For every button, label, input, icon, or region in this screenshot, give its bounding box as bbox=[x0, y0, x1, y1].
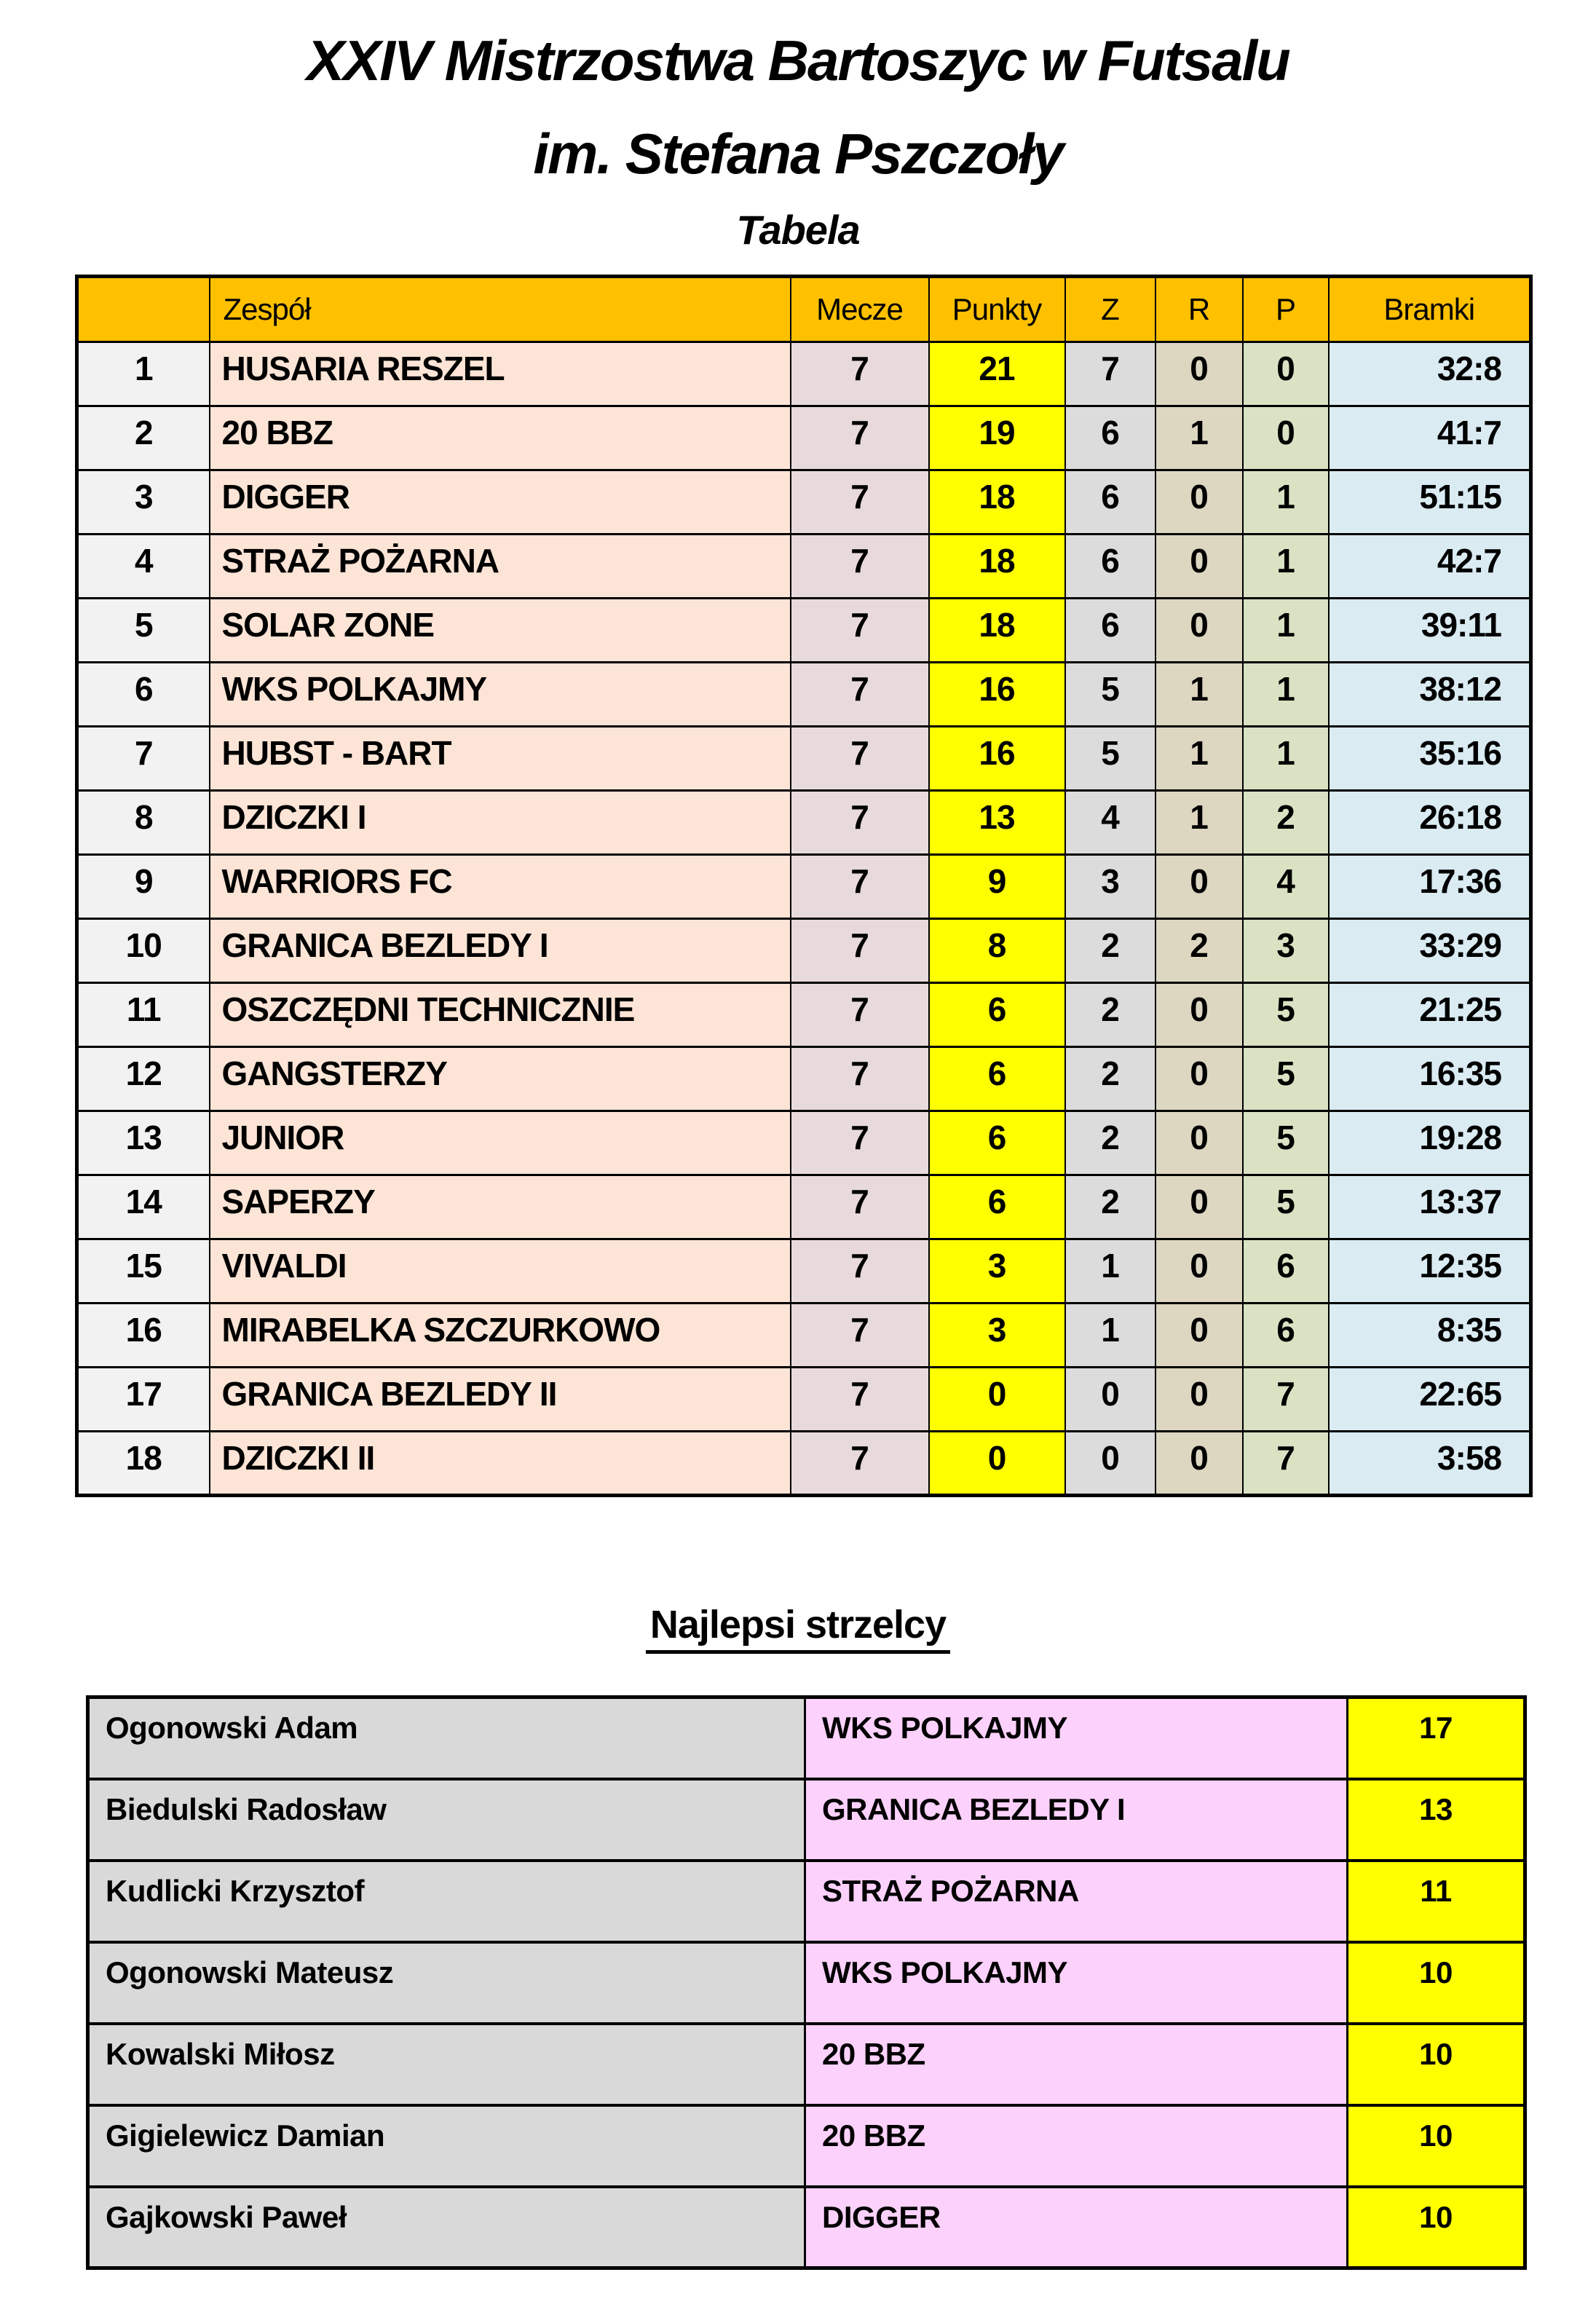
scorer-player-cell: Ogonowski Mateusz bbox=[88, 1942, 805, 2024]
rank-cell: 7 bbox=[77, 727, 210, 791]
wins-cell: 7 bbox=[1065, 342, 1155, 406]
team-cell: DZICZKI II bbox=[210, 1432, 791, 1496]
rank-cell: 10 bbox=[77, 919, 210, 983]
goals-cell: 41:7 bbox=[1329, 406, 1531, 470]
tournament-title-line1: XXIV Mistrzostwa Bartoszyc w Futsalu bbox=[307, 28, 1289, 92]
team-cell: MIRABELKA SZCZURKOWO bbox=[210, 1304, 791, 1368]
losses-cell: 3 bbox=[1243, 919, 1329, 983]
wins-cell: 6 bbox=[1065, 535, 1155, 599]
standings-body bbox=[77, 342, 1531, 1496]
standings-row bbox=[77, 1175, 1531, 1239]
draws-cell: 0 bbox=[1155, 1111, 1243, 1175]
points-cell: 8 bbox=[929, 919, 1065, 983]
matches-cell: 7 bbox=[791, 727, 929, 791]
standings-row bbox=[77, 470, 1531, 535]
scorer-team-cell: 20 BBZ bbox=[805, 2105, 1348, 2187]
losses-cell: 0 bbox=[1243, 406, 1329, 470]
scorer-player-cell: Kudlicki Krzysztof bbox=[88, 1861, 805, 1942]
losses-cell: 1 bbox=[1243, 470, 1329, 535]
standings-row bbox=[77, 1047, 1531, 1111]
scorer-team-cell: STRAŻ POŻARNA bbox=[805, 1861, 1348, 1942]
points-cell: 18 bbox=[929, 599, 1065, 663]
scorers-body bbox=[88, 1697, 1525, 2268]
wins-cell: 0 bbox=[1065, 1368, 1155, 1432]
wins-cell: 2 bbox=[1065, 1111, 1155, 1175]
scorer-row bbox=[88, 2024, 1525, 2105]
points-cell: 6 bbox=[929, 1047, 1065, 1111]
wins-cell: 6 bbox=[1065, 599, 1155, 663]
rank-cell: 2 bbox=[77, 406, 210, 470]
scorer-row bbox=[88, 1942, 1525, 2024]
rank-cell: 5 bbox=[77, 599, 210, 663]
wins-cell: 3 bbox=[1065, 855, 1155, 919]
losses-cell: 1 bbox=[1243, 535, 1329, 599]
points-cell: 6 bbox=[929, 1175, 1065, 1239]
rank-cell: 3 bbox=[77, 470, 210, 535]
matches-cell: 7 bbox=[791, 1047, 929, 1111]
goals-cell: 13:37 bbox=[1329, 1175, 1531, 1239]
wins-cell: 2 bbox=[1065, 1047, 1155, 1111]
scorers-heading-wrap bbox=[0, 1605, 1596, 1654]
points-cell: 9 bbox=[929, 855, 1065, 919]
losses-cell: 1 bbox=[1243, 599, 1329, 663]
points-cell: 18 bbox=[929, 535, 1065, 599]
goals-cell: 8:35 bbox=[1329, 1304, 1531, 1368]
standings-row bbox=[77, 727, 1531, 791]
losses-cell: 7 bbox=[1243, 1368, 1329, 1432]
team-cell: SAPERZY bbox=[210, 1175, 791, 1239]
scorer-team-cell: DIGGER bbox=[805, 2187, 1348, 2268]
scorer-player-cell: Gigielewicz Damian bbox=[88, 2105, 805, 2187]
draws-cell: 0 bbox=[1155, 1368, 1243, 1432]
standings-header bbox=[77, 277, 1531, 342]
matches-cell: 7 bbox=[791, 1432, 929, 1496]
standings-col-header-team: Zespół bbox=[210, 277, 791, 342]
rank-cell: 15 bbox=[77, 1239, 210, 1304]
goals-cell: 22:65 bbox=[1329, 1368, 1531, 1432]
standings-row bbox=[77, 919, 1531, 983]
draws-cell: 0 bbox=[1155, 535, 1243, 599]
draws-cell: 2 bbox=[1155, 919, 1243, 983]
matches-cell: 7 bbox=[791, 983, 929, 1047]
scorer-player-cell: Gajkowski Paweł bbox=[88, 2187, 805, 2268]
losses-cell: 5 bbox=[1243, 983, 1329, 1047]
wins-cell: 4 bbox=[1065, 791, 1155, 855]
standings-row bbox=[77, 599, 1531, 663]
rank-cell: 4 bbox=[77, 535, 210, 599]
team-cell: OSZCZĘDNI TECHNICZNIE bbox=[210, 983, 791, 1047]
standings-col-header-p: P bbox=[1243, 277, 1329, 342]
standings-row bbox=[77, 535, 1531, 599]
scorer-player-cell: Ogonowski Adam bbox=[88, 1697, 805, 1779]
standings-row bbox=[77, 1111, 1531, 1175]
goals-cell: 51:15 bbox=[1329, 470, 1531, 535]
draws-cell: 1 bbox=[1155, 727, 1243, 791]
matches-cell: 7 bbox=[791, 535, 929, 599]
scorer-team-cell: WKS POLKAJMY bbox=[805, 1697, 1348, 1779]
goals-cell: 12:35 bbox=[1329, 1239, 1531, 1304]
points-cell: 0 bbox=[929, 1368, 1065, 1432]
team-cell: GANGSTERZY bbox=[210, 1047, 791, 1111]
team-cell: GRANICA BEZLEDY I bbox=[210, 919, 791, 983]
points-cell: 16 bbox=[929, 663, 1065, 727]
team-cell: WKS POLKAJMY bbox=[210, 663, 791, 727]
goals-cell: 42:7 bbox=[1329, 535, 1531, 599]
losses-cell: 5 bbox=[1243, 1175, 1329, 1239]
standings-row bbox=[77, 1304, 1531, 1368]
matches-cell: 7 bbox=[791, 470, 929, 535]
rank-cell: 13 bbox=[77, 1111, 210, 1175]
scorer-player-cell: Kowalski Miłosz bbox=[88, 2024, 805, 2105]
wins-cell: 2 bbox=[1065, 1175, 1155, 1239]
scorer-goals-cell: 10 bbox=[1348, 2024, 1525, 2105]
team-cell: GRANICA BEZLEDY II bbox=[210, 1368, 791, 1432]
wins-cell: 5 bbox=[1065, 663, 1155, 727]
rank-cell: 17 bbox=[77, 1368, 210, 1432]
scorer-row bbox=[88, 1779, 1525, 1861]
draws-cell: 0 bbox=[1155, 599, 1243, 663]
scorer-goals-cell: 17 bbox=[1348, 1697, 1525, 1779]
rank-cell: 8 bbox=[77, 791, 210, 855]
wins-cell: 0 bbox=[1065, 1432, 1155, 1496]
rank-cell: 18 bbox=[77, 1432, 210, 1496]
draws-cell: 0 bbox=[1155, 1432, 1243, 1496]
team-cell: DZICZKI I bbox=[210, 791, 791, 855]
scorer-goals-cell: 13 bbox=[1348, 1779, 1525, 1861]
tournament-title-line2: im. Stefana Pszczoły bbox=[533, 122, 1063, 186]
goals-cell: 26:18 bbox=[1329, 791, 1531, 855]
team-cell: SOLAR ZONE bbox=[210, 599, 791, 663]
scorer-player-cell: Biedulski Radosław bbox=[88, 1779, 805, 1861]
goals-cell: 33:29 bbox=[1329, 919, 1531, 983]
points-cell: 3 bbox=[929, 1304, 1065, 1368]
points-cell: 16 bbox=[929, 727, 1065, 791]
goals-cell: 32:8 bbox=[1329, 342, 1531, 406]
standings-col-header-punkty: Punkty bbox=[929, 277, 1065, 342]
matches-cell: 7 bbox=[791, 791, 929, 855]
points-cell: 19 bbox=[929, 406, 1065, 470]
goals-cell: 35:16 bbox=[1329, 727, 1531, 791]
losses-cell: 6 bbox=[1243, 1304, 1329, 1368]
standings-table bbox=[75, 275, 1533, 1497]
losses-cell: 5 bbox=[1243, 1111, 1329, 1175]
draws-cell: 1 bbox=[1155, 791, 1243, 855]
goals-cell: 39:11 bbox=[1329, 599, 1531, 663]
standings-row bbox=[77, 663, 1531, 727]
matches-cell: 7 bbox=[791, 406, 929, 470]
rank-cell: 1 bbox=[77, 342, 210, 406]
draws-cell: 0 bbox=[1155, 1304, 1243, 1368]
standings-row bbox=[77, 1368, 1531, 1432]
scorers-table bbox=[86, 1695, 1527, 2270]
draws-cell: 0 bbox=[1155, 1175, 1243, 1239]
team-cell: HUBST - BART bbox=[210, 727, 791, 791]
standings-row bbox=[77, 791, 1531, 855]
rank-cell: 6 bbox=[77, 663, 210, 727]
matches-cell: 7 bbox=[791, 1368, 929, 1432]
matches-cell: 7 bbox=[791, 663, 929, 727]
rank-cell: 11 bbox=[77, 983, 210, 1047]
losses-cell: 4 bbox=[1243, 855, 1329, 919]
draws-cell: 1 bbox=[1155, 406, 1243, 470]
standings-header-row bbox=[77, 277, 1531, 342]
scorer-row bbox=[88, 1697, 1525, 1779]
wins-cell: 5 bbox=[1065, 727, 1155, 791]
goals-cell: 21:25 bbox=[1329, 983, 1531, 1047]
matches-cell: 7 bbox=[791, 1239, 929, 1304]
goals-cell: 38:12 bbox=[1329, 663, 1531, 727]
team-cell: STRAŻ POŻARNA bbox=[210, 535, 791, 599]
standings-col-header-mecze: Mecze bbox=[791, 277, 929, 342]
scorer-goals-cell: 10 bbox=[1348, 1942, 1525, 2024]
wins-cell: 1 bbox=[1065, 1304, 1155, 1368]
matches-cell: 7 bbox=[791, 599, 929, 663]
scorer-team-cell: GRANICA BEZLEDY I bbox=[805, 1779, 1348, 1861]
standings-col-header-z: Z bbox=[1065, 277, 1155, 342]
standings-col-header-r: R bbox=[1155, 277, 1243, 342]
scorer-row bbox=[88, 1861, 1525, 1942]
scorer-goals-cell: 10 bbox=[1348, 2105, 1525, 2187]
points-cell: 13 bbox=[929, 791, 1065, 855]
table-subtitle: Tabela bbox=[736, 207, 860, 253]
team-cell: JUNIOR bbox=[210, 1111, 791, 1175]
scorer-team-cell: 20 BBZ bbox=[805, 2024, 1348, 2105]
draws-cell: 0 bbox=[1155, 470, 1243, 535]
rank-cell: 14 bbox=[77, 1175, 210, 1239]
scorers-heading: Najlepsi strzelcy bbox=[646, 1605, 950, 1654]
goals-cell: 3:58 bbox=[1329, 1432, 1531, 1496]
scorer-goals-cell: 10 bbox=[1348, 2187, 1525, 2268]
team-cell: DIGGER bbox=[210, 470, 791, 535]
losses-cell: 2 bbox=[1243, 791, 1329, 855]
scorer-goals-cell: 11 bbox=[1348, 1861, 1525, 1942]
losses-cell: 1 bbox=[1243, 663, 1329, 727]
scorer-row bbox=[88, 2105, 1525, 2187]
losses-cell: 0 bbox=[1243, 342, 1329, 406]
losses-cell: 1 bbox=[1243, 727, 1329, 791]
goals-cell: 19:28 bbox=[1329, 1111, 1531, 1175]
wins-cell: 6 bbox=[1065, 406, 1155, 470]
draws-cell: 0 bbox=[1155, 983, 1243, 1047]
matches-cell: 7 bbox=[791, 1111, 929, 1175]
wins-cell: 6 bbox=[1065, 470, 1155, 535]
draws-cell: 1 bbox=[1155, 663, 1243, 727]
matches-cell: 7 bbox=[791, 1304, 929, 1368]
document-header bbox=[0, 0, 1596, 251]
rank-cell: 16 bbox=[77, 1304, 210, 1368]
points-cell: 21 bbox=[929, 342, 1065, 406]
standings-row bbox=[77, 1239, 1531, 1304]
matches-cell: 7 bbox=[791, 342, 929, 406]
rank-cell: 12 bbox=[77, 1047, 210, 1111]
losses-cell: 5 bbox=[1243, 1047, 1329, 1111]
team-cell: 20 BBZ bbox=[210, 406, 791, 470]
scorer-team-cell: WKS POLKAJMY bbox=[805, 1942, 1348, 2024]
points-cell: 0 bbox=[929, 1432, 1065, 1496]
matches-cell: 7 bbox=[791, 855, 929, 919]
points-cell: 3 bbox=[929, 1239, 1065, 1304]
standings-col-header-rank bbox=[77, 277, 210, 342]
draws-cell: 0 bbox=[1155, 1239, 1243, 1304]
points-cell: 6 bbox=[929, 1111, 1065, 1175]
points-cell: 18 bbox=[929, 470, 1065, 535]
scorer-row bbox=[88, 2187, 1525, 2268]
draws-cell: 0 bbox=[1155, 1047, 1243, 1111]
points-cell: 6 bbox=[929, 983, 1065, 1047]
goals-cell: 16:35 bbox=[1329, 1047, 1531, 1111]
losses-cell: 6 bbox=[1243, 1239, 1329, 1304]
draws-cell: 0 bbox=[1155, 342, 1243, 406]
standings-col-header-bramki: Bramki bbox=[1329, 277, 1531, 342]
draws-cell: 0 bbox=[1155, 855, 1243, 919]
team-cell: WARRIORS FC bbox=[210, 855, 791, 919]
standings-row bbox=[77, 855, 1531, 919]
team-cell: HUSARIA RESZEL bbox=[210, 342, 791, 406]
standings-row bbox=[77, 1432, 1531, 1496]
standings-row bbox=[77, 342, 1531, 406]
standings-row bbox=[77, 406, 1531, 470]
standings-row bbox=[77, 983, 1531, 1047]
wins-cell: 2 bbox=[1065, 919, 1155, 983]
losses-cell: 7 bbox=[1243, 1432, 1329, 1496]
rank-cell: 9 bbox=[77, 855, 210, 919]
matches-cell: 7 bbox=[791, 1175, 929, 1239]
matches-cell: 7 bbox=[791, 919, 929, 983]
wins-cell: 2 bbox=[1065, 983, 1155, 1047]
goals-cell: 17:36 bbox=[1329, 855, 1531, 919]
team-cell: VIVALDI bbox=[210, 1239, 791, 1304]
wins-cell: 1 bbox=[1065, 1239, 1155, 1304]
